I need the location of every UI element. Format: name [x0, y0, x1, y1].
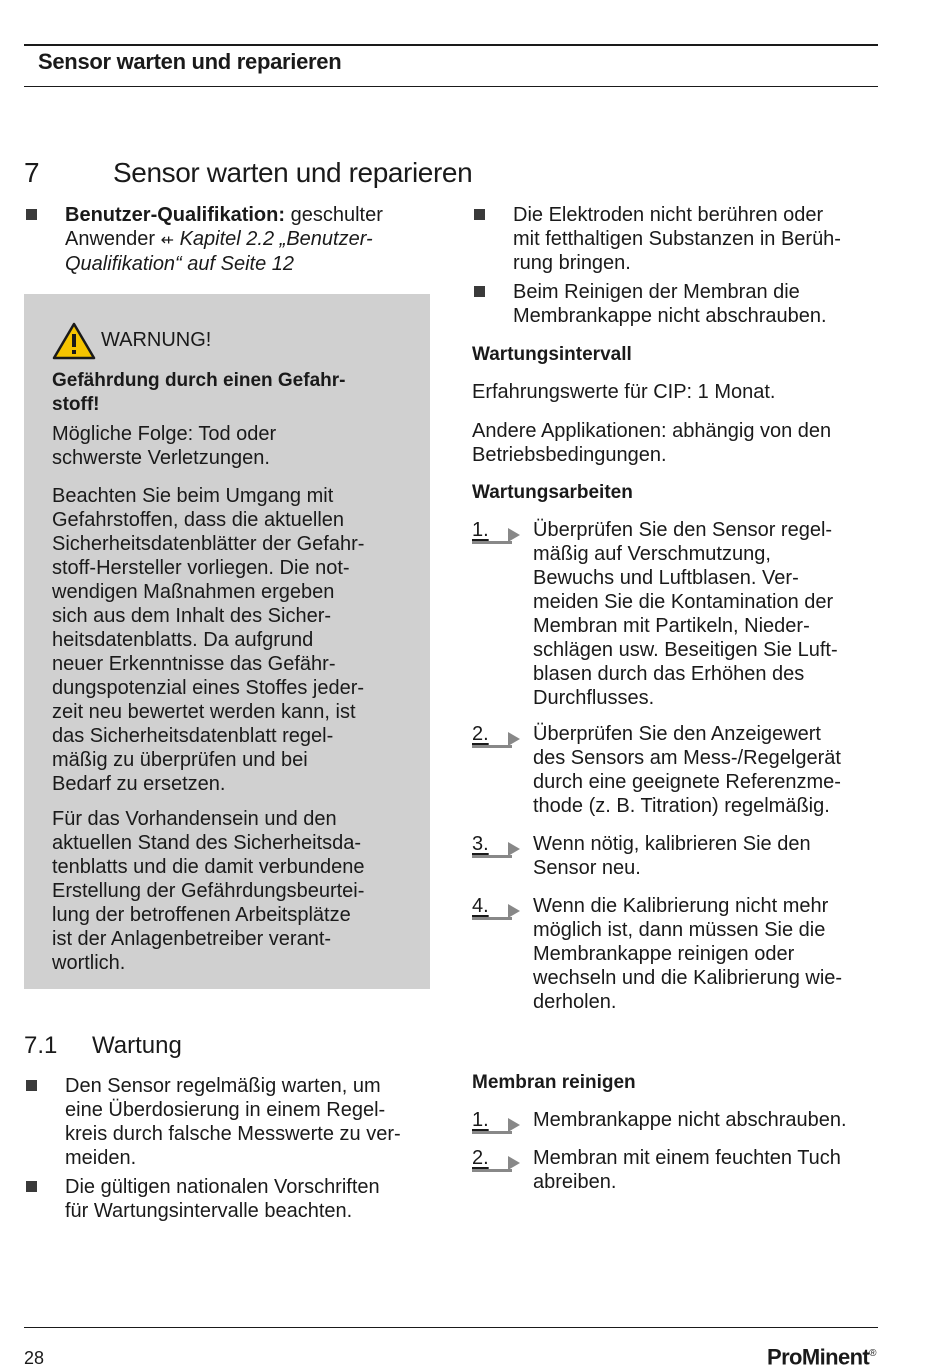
- step-text: Wenn die Kalibrierung nicht mehr möglich ist, dann müssen Sie die Membrankappe reinigen oder wechseln und die Kalibrierung wie- derholen.: [533, 895, 843, 1013]
- other-applications-text: Andere Applikationen: abhängig von den Betriebsbedingungen.: [472, 420, 832, 466]
- step-arrow-icon: [508, 842, 520, 856]
- step-arrow-icon: [508, 1156, 520, 1170]
- bullet-icon: [26, 1181, 37, 1192]
- warning-triangle-icon: [52, 322, 96, 360]
- warning-paragraph-2: Für das Vorhandensein und den aktuellen Stand des Sicherheitsda- tenblatts und die damit verbundene Erstellung der Gefährdungsbeurtei- lung der betroffenen Arbeitsplätze ist der Anlagenbetreiber verant- wortlich.: [52, 808, 365, 974]
- qualification-text-1: geschulter: [290, 204, 383, 226]
- chapter-reference-link[interactable]: Kapitel 2.2 „Benutzer-: [179, 228, 373, 250]
- footer-rule: [24, 1327, 878, 1328]
- step-number: 2.: [472, 1147, 489, 1169]
- step-number: 4.: [472, 895, 489, 917]
- bullet-icon: [474, 209, 485, 220]
- qualification-block: [65, 203, 425, 276]
- step-number: 2.: [472, 723, 489, 745]
- step-text: Überprüfen Sie den Anzeigewert des Sensors am Mess-/Regelgerät durch eine geeignete Referenzme- thode (z. B. Titration) regelmäßig.: [533, 723, 841, 817]
- step-number: 3.: [472, 833, 489, 855]
- step-underline: [472, 745, 512, 748]
- step-number: 1.: [472, 1109, 489, 1131]
- page-number: 28: [24, 1348, 45, 1368]
- step-underline: [472, 1131, 512, 1134]
- warning-heading: Gefährdung durch einen Gefahr- stoff!: [52, 370, 346, 415]
- section-number: 7.1: [24, 1032, 58, 1059]
- list-item: Die gültigen nationalen Vorschriften für Wartungsintervalle beachten.: [65, 1176, 380, 1222]
- chapter-number: 7: [24, 157, 40, 188]
- qualification-text-2: Anwender: [65, 228, 156, 250]
- warning-consequence: Mögliche Folge: Tod oder schwerste Verletzungen.: [52, 423, 277, 469]
- step-arrow-icon: [508, 904, 520, 918]
- list-item: Beim Reinigen der Membran die Membrankappe nicht abschrauben.: [513, 281, 827, 327]
- section-title: Wartung: [92, 1032, 182, 1059]
- bullet-icon: [26, 1080, 37, 1091]
- chapter-reference-link-cont[interactable]: Qualifikation“ auf Seite 12: [65, 253, 295, 275]
- work-heading: Wartungsarbeiten: [472, 482, 633, 503]
- header-rule-bottom: [24, 86, 878, 87]
- bullet-icon: [26, 209, 37, 220]
- step-arrow-icon: [508, 528, 520, 542]
- list-item: Den Sensor regelmäßig warten, um eine Überdosierung in einem Regel- kreis durch falsche Messwerte zu ver- meiden.: [65, 1075, 401, 1169]
- step-underline: [472, 917, 512, 920]
- step-underline: [472, 541, 512, 544]
- interval-heading: Wartungsintervall: [472, 344, 632, 365]
- step-underline: [472, 1169, 512, 1172]
- warning-box: [24, 294, 430, 989]
- clean-heading: Membran reinigen: [472, 1072, 636, 1093]
- step-underline: [472, 855, 512, 858]
- step-number: 1.: [472, 519, 489, 541]
- step-text: Überprüfen Sie den Sensor regel- mäßig auf Verschmutzung, Bewuchs und Luftblasen. Ver- meiden Sie die Kontamination der Membran mit Partikeln, Nieder- schlägen usw. Beseitigen Sie Luft- blasen durch das Erhöhen des Durchflusses.: [533, 519, 838, 709]
- running-header: Sensor warten und reparieren: [38, 49, 342, 74]
- step-text: Wenn nötig, kalibrieren Sie den Sensor neu.: [533, 833, 811, 879]
- interval-text: Erfahrungswerte für CIP: 1 Monat.: [472, 381, 776, 403]
- step-arrow-icon: [508, 732, 520, 746]
- header-rule-top: [24, 44, 878, 46]
- step-arrow-icon: [508, 1118, 520, 1132]
- warning-paragraph-1: Beachten Sie beim Umgang mit Gefahrstoffen, dass die aktuellen Sicherheitsdatenblätter der Gefahr- stoff-Hersteller vorliegen. Die not- wendigen Maßnahmen ergeben sich aus dem Inhalt des Sicher- heitsdatenblatts. Da aufgrund neuer Erkenntnisse das Gefähr- dungspotenzial eines Stoffes jeder- zeit neu bewertet werden kann, ist das Sicherheitsdatenblatt regel- mäßig zu überprüfen und bei Bedarf zu ersetzen.: [52, 485, 365, 795]
- step-text: Membran mit einem feuchten Tuch abreiben.: [533, 1147, 841, 1193]
- link-arrow-icon: ⇷: [160, 230, 175, 249]
- warning-signal-word: WARNUNG!: [101, 329, 212, 351]
- list-item: Die Elektroden nicht berühren oder mit fetthaltigen Substanzen in Berüh- rung bringen.: [513, 204, 841, 274]
- bullet-icon: [474, 286, 485, 297]
- chapter-title: Sensor warten und reparieren: [113, 157, 473, 188]
- step-text: Membrankappe nicht abschrauben.: [533, 1109, 847, 1131]
- brand-logo: ProMinent®: [767, 1344, 876, 1370]
- qualification-label: Benutzer-Qualifikation:: [65, 204, 286, 226]
